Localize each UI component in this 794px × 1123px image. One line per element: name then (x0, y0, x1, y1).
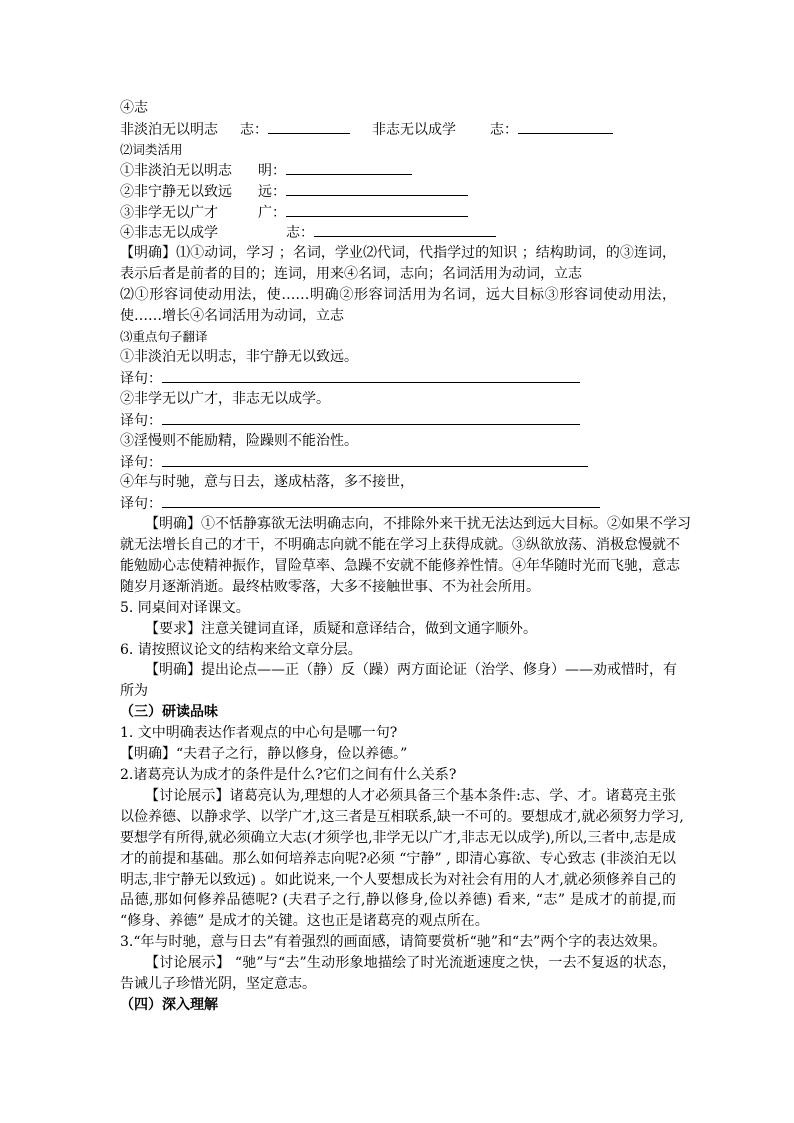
translation-line (120, 368, 580, 389)
answer-explanation-line: 所为 (120, 683, 148, 699)
key-word-label: 明： (258, 163, 286, 179)
translation-line (120, 452, 588, 473)
quote-text: ③非学无以广才 (120, 205, 218, 221)
translation-line (120, 493, 600, 514)
word-usage-item (120, 160, 412, 181)
list-item: 5. 同桌间对译课文。 (120, 600, 250, 616)
answer-explanation-line: 【明确】①不恬静寡欲无法明确志向，不排除外来干扰无法达到远大目标。②如果不学习 (145, 516, 691, 532)
answer-blank[interactable] (286, 202, 468, 217)
key-word-label: 远： (258, 184, 286, 200)
key-word-label: 志： (490, 122, 518, 138)
translation-label: 译句： (120, 496, 162, 512)
quote-text: ④非志无以成学 (120, 225, 218, 241)
answer-explanation-line: 随岁月逐渐消逝。最终枯败零落，大多不接触世事、不为社会所用。 (120, 579, 540, 595)
discussion-line: 品德,那如何修养品德呢? (夫君子之行,静以修身,俭以养德) 看来, “志” 是成才的前提,而 (120, 892, 676, 908)
key-word-label: 广： (258, 205, 286, 221)
sentence-item: ④年与时驰，意与日去，遂成枯落，多不接世， (120, 474, 414, 490)
translation-label: 译句： (120, 371, 162, 387)
word-usage-item (120, 202, 468, 223)
quote-text: 非淡泊无以明志 (120, 122, 218, 138)
discussion-line: 以俭养德、以静求学、以学广才,这三者是互相联系,缺一不可的。要想成才,就必须努力学习, (120, 809, 684, 825)
translation-blank[interactable] (162, 452, 588, 467)
word-usage-item (120, 222, 496, 243)
quote-text: ①非淡泊无以明志 (120, 163, 232, 179)
translation-label: 译句： (120, 413, 162, 429)
answer-blank[interactable] (286, 181, 468, 196)
discussion-line: 【讨论展示】 “驰”与“去”生动形象地描绘了时光流逝速度之快，一去不复返的状态， (145, 955, 676, 971)
answer-explanation-line: 能勉励心志使精神振作，冒险草率、急躁不安就不能修养性情。④年华随时光而飞驰，意志 (120, 558, 680, 574)
translation-blank[interactable] (162, 493, 600, 508)
quote-text: 非志无以成学 (372, 122, 456, 138)
list-item: 6. 请按照议论文的结构来给文章分层。 (120, 642, 362, 658)
sentence-item: ②非学无以广才，非志无以成学。 (120, 391, 330, 407)
word-usage-item (120, 181, 468, 202)
discussion-line: 要想学有所得,就必须确立大志(才须学也,非学无以广才,非志无以成学),所以,三者中,志是成 (120, 830, 676, 846)
section-heading-zhi: ④志 (120, 100, 148, 116)
answer-blank[interactable] (268, 119, 350, 134)
translation-label: 译句： (120, 455, 162, 471)
translation-line (120, 410, 580, 431)
sentence-item: ①非淡泊无以明志，非宁静无以致远。 (120, 349, 358, 365)
subsection-title: ⑵词类活用 (120, 142, 183, 157)
question-line: 3.“年与时驰，意与日去”有着强烈的画面感，请简要赏析“驰”和“去”两个字的表达效果。 (120, 934, 667, 950)
answer-line: 【明确】“夫君子之行，静以修身，俭以养德。” (120, 746, 408, 762)
discussion-line: 告诫儿子珍惜光阴，坚定意志。 (120, 976, 316, 992)
discussion-line: 【讨论展示】诸葛亮认为,理想的人才必须具备三个基本条件:志、学、才。诸葛亮主张 (145, 788, 676, 804)
key-word-label: 志： (240, 122, 268, 138)
question-line: 1. 文中明确表达作者观点的中心句是哪一句? (120, 725, 398, 741)
answer-explanation-line: 【明确】⑴①动词，学习 ；名词，学业⑵代词，代指学过的知识 ；结构助词，的③连词， (120, 245, 676, 261)
answer-explanation-line: ⑵①形容词使动用法，使……明确②形容词活用为名词，远大目标③形容词使动用法， (120, 287, 676, 303)
translation-blank[interactable] (162, 410, 580, 425)
zhi-question-line (120, 119, 613, 140)
answer-explanation-line: 就无法增长自己的才干，不明确志向就不能在学习上获得成就。③纵欲放荡、消极怠慢就不 (120, 537, 680, 553)
discussion-line: 明志,非宁静无以致远) 。如此说来,一个人要想成长为对社会有用的人才,就必须修养自己的 (120, 872, 676, 888)
answer-blank[interactable] (286, 160, 412, 175)
answer-blank[interactable] (518, 119, 613, 134)
discussion-line: “修身、养德” 是成才的关键。这也正是诸葛亮的观点所在。 (120, 913, 489, 929)
key-word-label: 志： (286, 225, 314, 241)
answer-blank[interactable] (314, 222, 496, 237)
question-line: 2.诸葛亮认为成才的条件是什么?它们之间有什么关系? (120, 767, 457, 783)
translation-blank[interactable] (162, 368, 580, 383)
answer-explanation-line: 表示后者是前者的目的；连词，用来④名词，志向；名词活用为动词，立志 (120, 266, 582, 282)
subsection-title: ⑶重点句子翻译 (120, 329, 208, 344)
requirement-line: 【要求】注意关键词直译，质疑和意译结合，做到文通字顺外。 (145, 621, 537, 637)
section-title: （四）深入理解 (120, 997, 218, 1013)
discussion-line: 才的前提和基础。那么如何培养志向呢?必须 “宁静” , 即清心寡欲、专心致志 (非淡泊无以 (120, 851, 676, 867)
quote-text: ②非宁静无以致远 (120, 184, 232, 200)
section-title: （三）研读品味 (120, 704, 218, 720)
sentence-item: ③淫慢则不能励精，险躁则不能治性。 (120, 433, 358, 449)
answer-explanation-line: 【明确】提出论点——正（静）反（躁）两方面论证（治学、修身）——劝戒惜时，有 (145, 662, 677, 678)
answer-explanation-line: 使……增长④名词活用为动词，立志 (120, 308, 344, 324)
